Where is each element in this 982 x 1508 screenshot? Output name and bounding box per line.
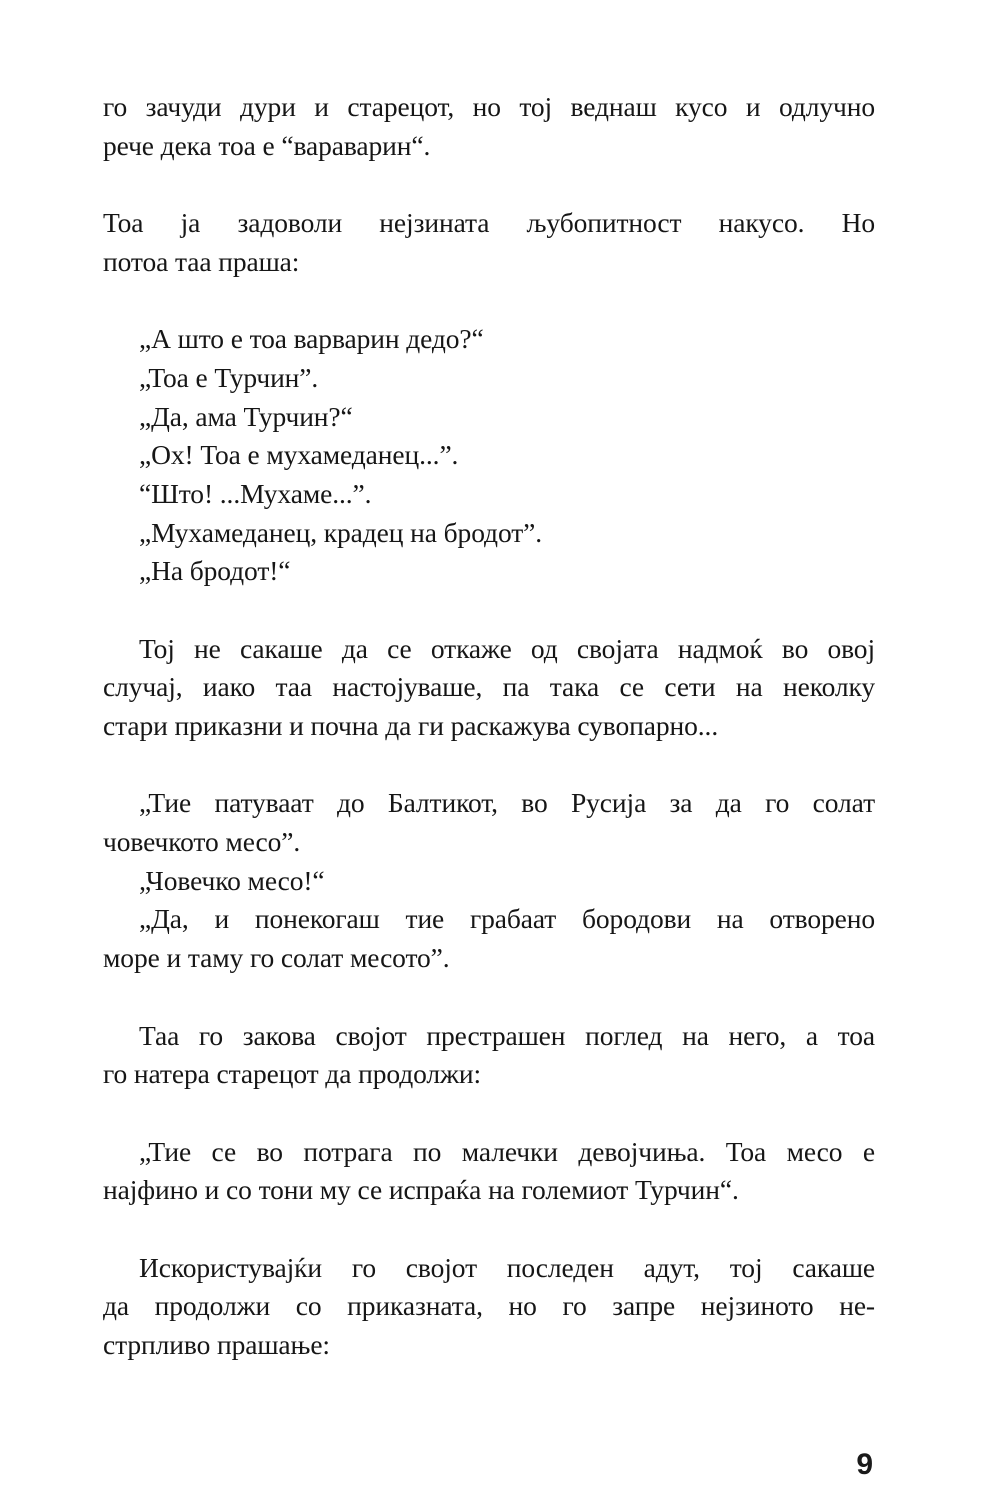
text-line: „А што е тоа варварин дедо?“ [139,323,484,355]
text-line: го натера старецот да продолжи: [103,1058,482,1090]
text-line: “Што! ...Мухаме...”. [139,477,372,509]
paragraph-last-trump [103,1249,875,1365]
dialogue-line-3 [103,398,875,437]
text-line: „Тоа е Турчин”. [139,361,319,393]
text-line: најфино и со тони му се испраќа на големиот Турчин“. [103,1174,739,1206]
text-line: „Тие патуваат до Балтикот, во Русија за да го солат [139,787,875,819]
paragraph-old-man-stories [103,630,875,746]
text-line: стрпливо прашање: [103,1329,330,1360]
text-line: „Човечко месо!“ [139,864,325,896]
text-line: стари приказни и почна да ги раскажува сувопарно... [103,710,719,741]
dialogue-line-6 [103,514,875,553]
text-line: рече дека тоа е “вараварин“. [103,129,431,161]
text-line: да продолжи со приказната, но го запре нејзиното не- [103,1290,875,1322]
text-line: потоа таа праша: [103,245,300,277]
dialogue-line-5 [103,475,875,514]
dialogue-human-meat [103,862,875,901]
text-line: Искористувајќи го својот последен адут, тој сакаше [139,1251,875,1283]
text-line: „Ох! Тоа е мухамеданец...”. [139,439,459,471]
text-line: Тоа ја задоволи нејзината љубопитност накусо. Но [103,207,875,239]
text-line: „Да, ама Турчин?“ [139,400,353,432]
text-line: Тој не сакаше да се откаже од својата надмоќ во овој [139,632,875,664]
text-line: „Тие се во потрага по малечки девојчиња. Тоа месо е [139,1135,875,1167]
text-line: човечкото месо”. [103,826,301,858]
dialogue-line-2 [103,359,875,398]
dialogue-line-7 [103,552,875,591]
text-line: „На бродот!“ [139,555,291,587]
dialogue-baltic [103,784,875,861]
paragraph-satisfied-curiosity [103,204,875,281]
text-line: го зачуди дури и старецот, но тој веднаш кусо и одлучно [103,91,875,122]
dialogue-open-sea [103,900,875,977]
dialogue-line-4 [103,436,875,475]
paragraph-frightened-look [103,1017,875,1094]
text-line: случај, иако таа настојуваше, па така се сети на неколку [103,671,875,703]
page-number: 9 [856,1448,873,1481]
dialogue-little-girls [103,1133,875,1210]
text-line: „Мухамеданец, крадец на бродот”. [139,516,543,548]
text-block [103,88,875,1365]
text-line: „Да, и понекогаш тие грабаат бородови на отворено [139,903,875,935]
dialogue-line-1 [103,320,875,359]
text-line: Таа го закова својот престрашен поглед на него, а тоа [139,1019,875,1051]
text-line: море и таму го солат месото”. [103,942,450,974]
continuation-paragraph [103,88,875,165]
